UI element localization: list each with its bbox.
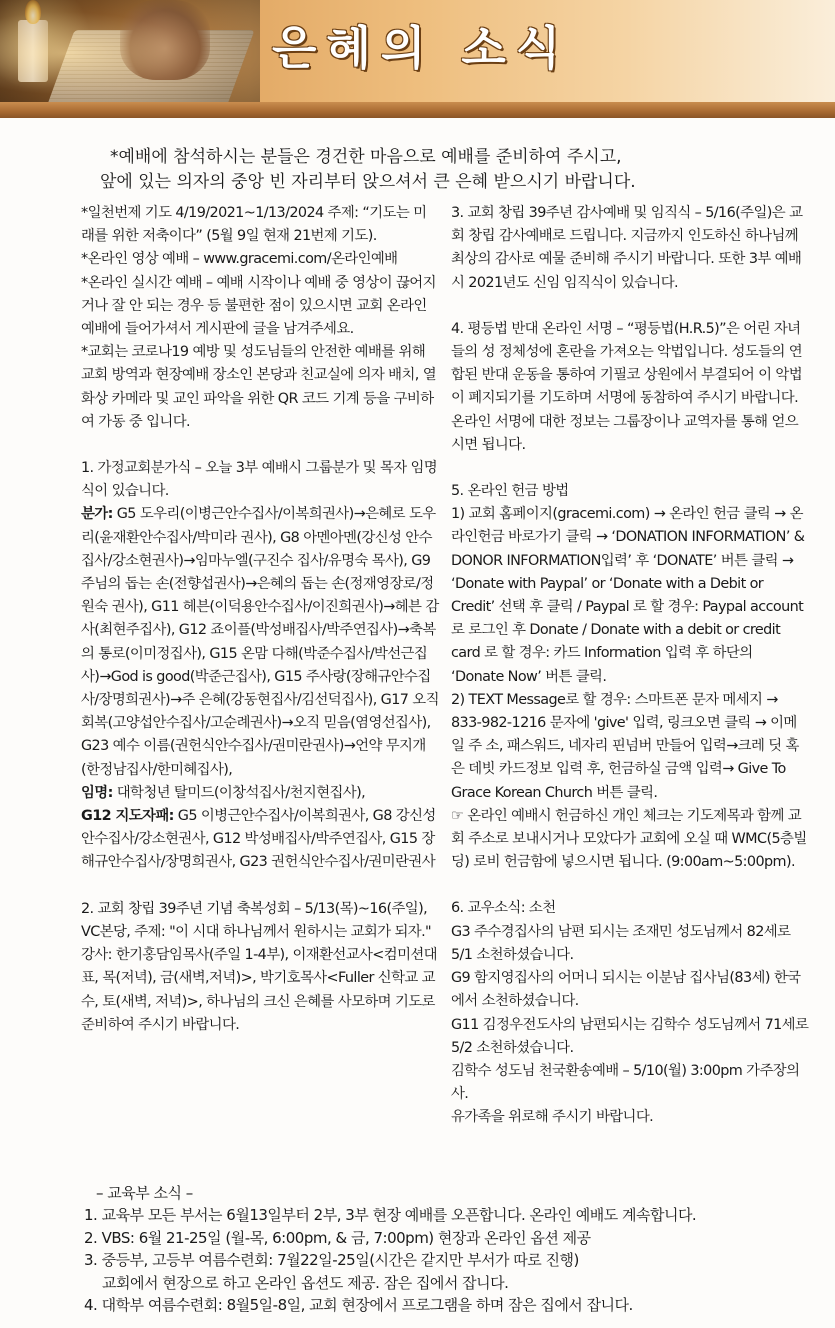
header-banner xyxy=(0,0,835,118)
page-title: 은혜의 소식 xyxy=(272,21,571,75)
branch-label: 분가: xyxy=(81,506,113,523)
right-column xyxy=(451,202,809,1130)
photo-shading xyxy=(0,0,260,118)
appointment-label: 임명: xyxy=(81,784,113,801)
education-item-3: 3. 중등부, 고등부 여름수련회: 7월22일-25일(시간은 같지만 부서가 따로 진행) xyxy=(84,1251,579,1270)
anniversary-notice: 3. 교회 창립 39주년 감사예배 및 임직식 – 5/16(주일)은 교회 창립 감사예배로 드립니다. 지금까지 인도하신 하나님께 최상의 감사로 예물 준비해 주시기 바랍니다. 또한 3부 예배시 2021년도 신임 임직식이 있습니다. xyxy=(451,205,803,291)
funeral-service: 김학수 성도님 천국환송예배 – 5/10(월) 3:00pm 가주장의사. xyxy=(451,1062,800,1103)
condolence-request: 유가족을 위로해 주시기 바랍니다. xyxy=(451,1109,654,1126)
obituary-2: G9 함지영집사의 어머니 되시는 이분남 집사님(83세) 한국에서 소천하셨습니다. xyxy=(451,970,801,1010)
left-column xyxy=(81,202,439,1037)
online-offering-text: 2) TEXT Message로 할 경우: 스마트폰 문자 메세지 → 833-982-1216 문자에 'give' 입력, 링크오면 클릭 → 이메일 주 소, 패스워드, 네자리 핀넘버 만들어 입력→크레 딧 혹은 데빗 카드정보 입력 후, 헌금하실 금액 입력→ Give To Grace Korean Church 버튼 클릭. xyxy=(451,691,799,801)
online-offering-web: 1) 교회 홈페이지(gracemi.com) → 온라인 헌금 클릭 → 온라인헌금 바로가기 클릭 → ‘DONATION INFORMATION’ & DONOR INFORMATION입력’ 후 ‘DONATE’ 버튼 클릭 → ‘Donate with Paypal’ or ‘Donate with a Debit or Credit’ 선택 후 클릭 / Paypal 로 할 경우: Paypal account로 로그인 후 Donate / Donate with a debit or credit card 로 할 경우: 카드 Information 입력 후 하단의 ‘Donate Now’ 버튼 클릭. xyxy=(451,506,805,685)
branch-text: G5 도우리(이병근안수집사/이복희권사)→은혜로 도우리(윤재환안수집사/박미라 권사), G8 아멘아멘(강신성 안수집사/강소현권사)→임마누엘(구진수 집사/유명숙 목사), G9 주님의 돕는 손(전향섭권사)→은혜의 돕는 손(정재영장로/정원숙 권사), G11 헤븐(이덕용안수집사/이진희권사)→헤븐 감사(최현주집사), G12 죠이플(박성배집사/박주연집사)→축복의 통로(이미정집사), G15 온맘 다해(박준수집사/박선근집사)→God is good(박준근집사), G15 주사랑(장해규안수집사/장명희권사)→주 은혜(강동현집사/김선덕집사), G17 오직 회복(고양섭안수집사/고순례권사)→오직 믿음(염영선집사), G23 예수 이름(권헌식안수집사/권미란권사)→언약 무지개(한정남집사/한미혜집사), xyxy=(81,506,439,778)
offering-check-notice: ☞ 온라인 예배시 헌금하신 개인 체크는 기도제목과 함께 교회 주소로 보내시거나 모았다가 교회에 오실 때 WMC(5층빌딩) 로비 헌금함에 넣으시면 됩니다. (9:00am~5:00pm). xyxy=(451,807,807,871)
education-title: – 교육부 소식 – xyxy=(96,1184,193,1202)
revival-notice: 2. 교회 창립 39주년 기념 축복성회 – 5/13(목)~16(주일), VC본당, 주제: "이 시대 하나님께서 원하시는 교회가 되자." 강사: 한기홍담임목사(주일 1-4부), 이재환선교사<컴미션대표, 목(저녁), 금(새벽,저녁)>, 박기호목사<Fuller 신학교 교수, 토(새벽, 저녁)>, 하나님의 크신 은혜를 사모하며 기도로 준비하여 주시기 바랍니다. xyxy=(81,900,437,1033)
covid-notice: *교회는 코로나19 예방 및 성도님들의 안전한 예배를 위해 교회 방역과 현장예배 장소인 본당과 친교실에 의자 배치, 열 화상 카메라 및 교인 파악을 위한 QR 코드 기계 등을 구비하여 가동 중 입니다. xyxy=(81,344,437,430)
equality-act-notice: 4. 평등법 반대 온라인 서명 – “평등법(H.R.5)”은 어린 자녀들의 성 정체성에 혼란을 가져오는 악법입니다. 성도들의 연합된 반대 운동을 통하여 기필코 상원에서 부결되어 이 악법이 폐지되기를 기도하며 서명에 동참하여 주시기 바랍니다. 온라인 서명에 대한 정보는 그룹장이나 교역자를 통해 얻으시면 됩니다. xyxy=(451,320,803,453)
leader-plaque xyxy=(81,805,439,875)
education-item-3-detail: 교회에서 현장으로 하고 온라인 옵션도 제공. 잠은 집에서 잡니다. xyxy=(102,1273,509,1292)
house-church-notice: 1. 가정교회분가식 – 오늘 3부 예배시 그룹분가 및 목자 임명식이 있습니다. xyxy=(81,460,438,500)
appointment-text: 대학청년 탈미드(이창석집사/천지현집사), xyxy=(112,784,366,801)
prayer-notice: *일천번제 기도 4/19/2021~1/13/2024 주제: “기도는 미래를 위한 저축이다” (5월 9일 현재 21번제 기도). xyxy=(81,205,427,245)
intro-line-2: 앞에 있는 의자의 중앙 빈 자리부터 앉으셔서 큰 은혜 받으시기 바랍니다. xyxy=(100,172,636,192)
obituary-1: G3 주수경집사의 남편 되시는 조재민 성도님께서 82세로 5/1 소천하셨습니다. xyxy=(451,923,791,963)
intro-notice xyxy=(100,145,810,195)
online-video-notice: *온라인 영상 예배 – www.gracemi.com/온라인예배 xyxy=(81,251,398,268)
appointment xyxy=(81,782,439,805)
obituary-3: G11 김정우전도사의 남편되시는 김학수 성도님께서 71세로 5/2 소천하셨습니다. xyxy=(451,1016,809,1056)
online-offering-title: 5. 온라인 헌금 방법 xyxy=(451,483,569,500)
branch-list xyxy=(81,503,439,781)
education-item-1: 1. 교육부 모든 부서는 6월13일부터 2부, 3부 현장 예배를 오픈합니다. 온라인 예배도 계속합니다. xyxy=(84,1206,697,1225)
leader-plaque-text: G5 이병근안수집사/이복희권사, G8 강신성 안수집사/강소현권사, G12 박성배집사/박주연집사, G15 장해규안수집사/장명희권사, G23 권헌식안수집사/권미란권사 xyxy=(81,808,436,871)
leader-plaque-label: G12 지도자패: xyxy=(81,808,174,825)
education-item-4: 4. 대학부 여름수련회: 8월5일-8일, 교회 현장에서 프로그램을 하며 잠은 집에서 잡니다. xyxy=(84,1296,633,1315)
intro-line-1: *예배에 참석하시는 분들은 경건한 마음으로 예배를 준비하여 주시고, xyxy=(110,147,622,167)
education-news xyxy=(84,1182,824,1316)
education-item-2: 2. VBS: 6월 21-25일 (월-목, 6:00pm, & 금, 7:00pm) 현장과 온라인 옵션 제공 xyxy=(84,1228,591,1247)
live-worship-notice: *온라인 실시간 예배 – 예배 시작이나 예배 중 영상이 끊어지거나 잘 안 되는 경우 등 불편한 점이 있으시면 교회 온라인예배에 들어가셔서 게시판에 글을 남겨주세요. xyxy=(81,274,436,338)
obituary-title: 6. 교우소식: 소천 xyxy=(451,900,556,917)
header-divider xyxy=(0,102,835,118)
